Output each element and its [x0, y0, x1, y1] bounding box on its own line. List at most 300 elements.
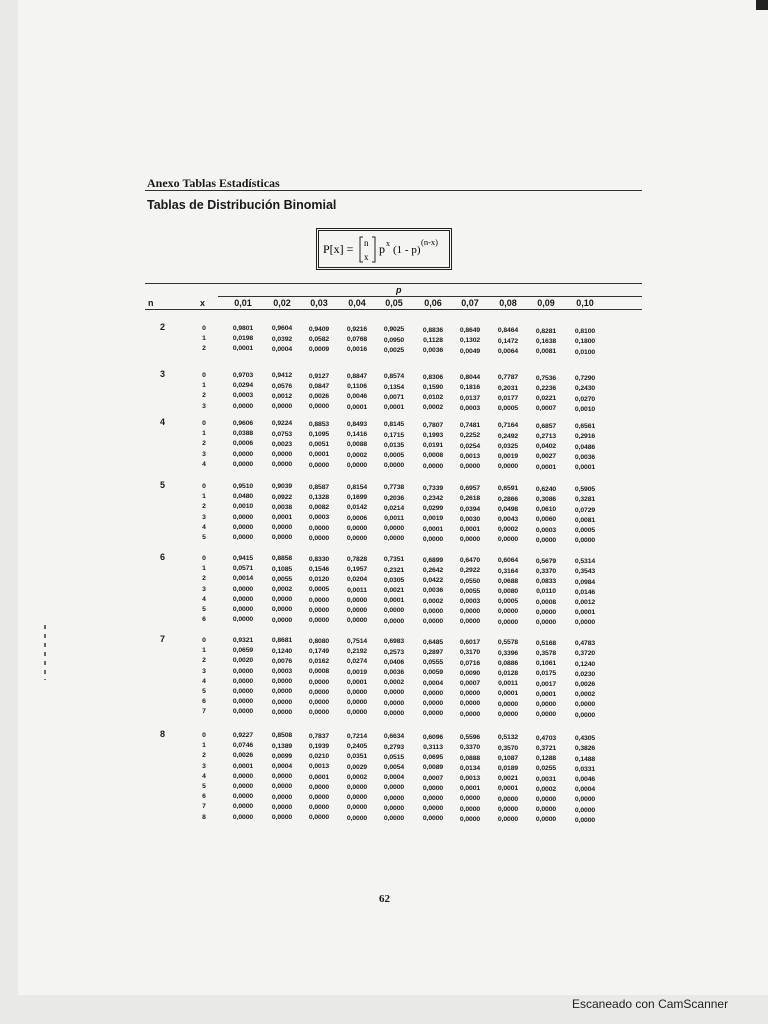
table-cell: 0,9216	[346, 326, 368, 334]
table-cell: 0,6561	[574, 423, 596, 431]
n-value: 2	[160, 322, 166, 332]
formula-exp-nx: (n-x)	[421, 237, 438, 247]
table-cell: 0,0000	[383, 815, 405, 822]
table-cell: 0,0011	[347, 586, 367, 594]
table-cell: 0,0082	[308, 504, 330, 512]
table-cell: 0,0005	[497, 405, 519, 413]
table-cell: 0,0000	[271, 450, 293, 458]
table-cell: 0,0001	[271, 513, 293, 521]
table-cell: 0,0001	[535, 463, 557, 471]
table-cell: 0,2321	[383, 566, 405, 574]
table-cell: 0,9224	[271, 420, 293, 428]
table-cell: 0,0110	[536, 588, 556, 596]
table-cell: 0,0000	[308, 783, 330, 791]
p-header-cell: 0,06	[424, 298, 442, 308]
table-cell: 0,0029	[346, 763, 368, 771]
x-value: 2	[202, 752, 206, 760]
table-cell: 0,0000	[346, 596, 368, 604]
table-cell: 0,0007	[535, 405, 557, 413]
table-cell: 0,0100	[574, 348, 596, 356]
table-cell: 0,1087	[497, 754, 519, 762]
table-cell: 0,0146	[574, 588, 596, 596]
table-cell: 0,0000	[271, 616, 293, 624]
table-cell: 0,8508	[271, 732, 293, 740]
table-cell: 0,8836	[422, 326, 444, 334]
x-value: 7	[202, 708, 206, 716]
table-cell: 0,0000	[574, 537, 596, 545]
table-cell: 0,0002	[497, 526, 519, 534]
table-cell: 0,0000	[535, 796, 557, 803]
table-cell: 0,7481	[459, 422, 481, 430]
table-cell: 0,0191	[422, 442, 444, 450]
table-cell: 0,9227	[232, 732, 254, 739]
table-cell: 0,0000	[271, 461, 293, 469]
table-cell: 0,0142	[346, 504, 368, 512]
table-cell: 0,0036	[383, 669, 405, 676]
table-cell: 0,0064	[497, 347, 519, 355]
table-cell: 0,5905	[574, 486, 596, 494]
table-cell: 0,0080	[497, 588, 519, 596]
table-cell: 0,0000	[497, 536, 519, 544]
table-cell: 0,0000	[232, 803, 254, 811]
table-cell: 0,0582	[308, 335, 330, 343]
table-cell: 0,1939	[308, 742, 330, 750]
table-cell: 0,0402	[535, 443, 557, 451]
table-cell: 0,0000	[459, 608, 481, 616]
table-cell: 0,0000	[422, 535, 444, 543]
table-cell: 0,5679	[535, 557, 557, 565]
table-cell: 0,3370	[459, 744, 481, 752]
x-value: 6	[202, 698, 206, 706]
x-value: 7	[202, 803, 206, 811]
table-cell: 0,0031	[535, 775, 557, 783]
table-cell: 0,0004	[422, 679, 444, 687]
table-cell: 0,0000	[383, 525, 405, 533]
x-value: 1	[202, 493, 206, 501]
table-cell: 0,0026	[574, 680, 596, 688]
table-cell: 0,0659	[232, 647, 254, 655]
table-cell: 0,7828	[346, 556, 368, 564]
x-value: 8	[202, 813, 206, 821]
table-cell: 0,0001	[459, 785, 481, 793]
table-cell: 0,7837	[308, 732, 330, 740]
table-cell: 0,0331	[574, 765, 596, 773]
table-cell: 0,0000	[574, 806, 596, 814]
formula-binom-bottom: x	[364, 252, 369, 262]
table-cell: 0,2031	[497, 384, 519, 392]
table-cell: 0,8493	[346, 421, 368, 429]
x-value: 1	[202, 742, 206, 750]
p-rule	[218, 296, 642, 297]
table-cell: 0,0984	[574, 578, 596, 586]
x-value: 2	[202, 657, 206, 665]
table-cell: 0,3086	[535, 496, 557, 503]
table-cell: 0,0422	[422, 577, 444, 585]
table-cell: 0,0000	[346, 607, 368, 615]
table-cell: 0,0019	[497, 453, 519, 461]
table-cell: 0,0010	[574, 405, 596, 413]
table-cell: 0,5596	[459, 734, 481, 742]
x-value: 0	[202, 372, 206, 379]
table-cell: 0,3396	[497, 649, 519, 657]
x-value: 3	[202, 402, 206, 410]
table-cell: 0,0002	[422, 597, 444, 605]
table-cell: 0,2916	[574, 433, 596, 441]
table-cell: 0,0610	[535, 506, 557, 514]
table-cell: 0,0019	[346, 668, 368, 676]
table-cell: 0,0055	[459, 587, 481, 595]
table-cell: 0,0688	[497, 577, 519, 585]
table-cell: 0,0000	[346, 617, 368, 625]
table-cell: 0,0090	[459, 669, 481, 677]
table-cell: 0,0001	[535, 690, 557, 698]
formula-middle: (1 - p)	[393, 244, 421, 256]
table-cell: 0,0043	[497, 516, 519, 524]
table-cell: 0,0013	[308, 763, 330, 771]
table-cell: 0,0000	[459, 536, 481, 544]
table-cell: 0,0036	[422, 587, 444, 595]
table-cell: 0,3281	[574, 496, 596, 504]
x-value: 1	[202, 565, 206, 573]
table-cell: 0,0000	[232, 402, 254, 410]
table-cell: 0,0000	[422, 710, 444, 718]
table-cell: 0,0009	[308, 346, 330, 354]
table-cell: 0,0000	[232, 708, 254, 716]
table-cell: 0,0007	[422, 774, 444, 782]
x-value: 0	[202, 637, 206, 644]
table-cell: 0,5168	[535, 639, 557, 647]
table-cell: 0,0000	[232, 783, 254, 790]
table-cell: 0,8464	[497, 327, 519, 335]
table-cell: 0,0025	[383, 346, 405, 354]
table-cell: 0,2897	[422, 648, 444, 656]
table-cell: 0,2192	[346, 648, 368, 656]
table-cell: 0,0004	[383, 774, 405, 782]
table-cell: 0,0012	[574, 598, 596, 606]
table-cell: 0,0000	[459, 462, 481, 470]
table-cell: 0,1085	[271, 565, 293, 573]
table-cell: 0,0005	[497, 598, 519, 606]
table-cell: 0,1699	[346, 494, 368, 502]
table-cell: 0,0021	[497, 775, 519, 783]
table-cell: 0,2922	[459, 567, 481, 575]
table-cell: 0,0046	[346, 393, 368, 401]
table-cell: 0,9409	[308, 325, 330, 333]
table-cell: 0,0088	[346, 441, 368, 449]
table-cell: 0,0254	[459, 442, 481, 450]
table-cell: 0,0177	[497, 394, 519, 402]
table-cell: 0,9127	[308, 372, 330, 380]
table-cell: 0,0051	[308, 441, 330, 449]
table-cell: 0,0003	[535, 526, 557, 534]
table-cell: 0,0351	[346, 753, 368, 761]
table-cell: 0,0000	[271, 402, 293, 410]
table-cell: 0,0000	[346, 709, 368, 717]
x-value: 3	[202, 585, 206, 593]
table-cell: 0,0000	[308, 793, 330, 801]
table-cell: 0,6240	[535, 485, 557, 493]
x-value: 2	[202, 575, 206, 583]
table-cell: 0,0000	[271, 773, 293, 781]
table-cell: 0,0000	[459, 618, 481, 626]
binding-marks	[44, 625, 46, 680]
table-cell: 0,0000	[308, 688, 330, 696]
n-column-header: n	[148, 298, 154, 308]
table-cell: 0,0001	[308, 451, 330, 459]
table-cell: 0,3113	[423, 743, 443, 751]
table-cell: 0,0162	[308, 658, 330, 666]
table-cell: 0,0000	[308, 461, 330, 469]
n-value: 4	[160, 417, 166, 427]
table-cell: 0,0060	[535, 516, 557, 524]
table-cell: 0,0036	[574, 453, 596, 461]
x-value: 2	[202, 440, 206, 448]
table-cell: 0,1957	[346, 566, 368, 574]
table-cell: 0,0000	[271, 688, 293, 696]
table-cell: 0,9604	[271, 325, 293, 333]
table-cell: 0,0294	[232, 382, 254, 390]
table-cell: 0,0001	[497, 785, 519, 793]
table-cell: 0,0214	[383, 504, 405, 512]
table-cell: 0,0695	[422, 754, 444, 762]
table-cell: 0,0001	[497, 690, 519, 698]
table-cell: 0,8281	[535, 327, 557, 335]
table-cell: 0,0204	[346, 576, 368, 584]
x-column-header: x	[200, 298, 206, 308]
table-cell: 0,0000	[422, 607, 444, 615]
table-cell: 0,0000	[535, 816, 557, 824]
table-cell: 0,7514	[346, 638, 368, 646]
x-value: 5	[202, 688, 206, 695]
table-cell: 0,0071	[383, 393, 405, 401]
table-cell: 0,0189	[497, 765, 519, 773]
p-axis-label: p	[396, 285, 402, 295]
table-cell: 0,2405	[346, 743, 368, 751]
table-cell: 0,2618	[459, 495, 481, 503]
table-cell: 0,0000	[383, 699, 405, 707]
table-cell: 0,3370	[535, 568, 557, 575]
x-value: 3	[202, 762, 206, 770]
table-cell: 0,6096	[422, 733, 444, 741]
table-cell: 0,0000	[346, 535, 368, 543]
table-cell: 0,0000	[497, 795, 519, 803]
table-cell: 0,0000	[383, 462, 405, 470]
table-cell: 0,0000	[383, 804, 405, 812]
header-rule	[145, 309, 642, 310]
table-cell: 0,0128	[497, 670, 519, 678]
table-cell: 0,0134	[459, 764, 481, 772]
table-cell: 0,3570	[497, 744, 519, 752]
table-cell: 0,0000	[346, 689, 368, 697]
table-cell: 0,0394	[459, 505, 481, 513]
x-value: 3	[202, 450, 206, 458]
p-header-cell: 0,02	[273, 298, 291, 308]
table-cell: 0,2713	[535, 433, 557, 440]
table-cell: 0,1095	[308, 430, 330, 438]
n-value: 7	[160, 634, 166, 644]
x-value: 0	[202, 555, 206, 562]
p-header-cell: 0,08	[499, 298, 517, 308]
table-cell: 0,0000	[422, 815, 444, 823]
table-cell: 0,0000	[346, 524, 368, 532]
table-cell: 0,1240	[574, 660, 596, 668]
table-cell: 0,3170	[459, 649, 481, 657]
table-cell: 0,0001	[383, 404, 405, 411]
x-value: 0	[202, 732, 206, 739]
table-cell: 0,9025	[383, 326, 405, 334]
table-cell: 0,0000	[574, 619, 596, 627]
table-cell: 0,0000	[497, 700, 519, 708]
table-cell: 0,0888	[459, 754, 481, 762]
table-cell: 0,0008	[535, 598, 557, 606]
table-cell: 0,8853	[308, 420, 330, 428]
table-cell: 0,0005	[574, 526, 596, 534]
table-cell: 0,0175	[535, 670, 557, 678]
table-cell: 0,0000	[232, 793, 254, 801]
table-cell: 0,8154	[346, 484, 368, 492]
table-cell: 0,0000	[346, 784, 368, 792]
table-cell: 0,0010	[232, 503, 254, 511]
x-value: 4	[202, 772, 206, 780]
table-cell: 0,8587	[308, 483, 330, 491]
table-cell: 0,0005	[383, 452, 405, 459]
p-header-cell: 0,09	[537, 298, 555, 308]
table-cell: 0,0000	[574, 796, 596, 804]
table-cell: 0,0000	[271, 813, 293, 821]
table-cell: 0,0001	[574, 609, 596, 617]
table-cell: 0,9321	[232, 637, 254, 644]
table-cell: 0,0000	[422, 805, 444, 813]
x-value: 4	[202, 523, 206, 531]
x-value: 5	[202, 534, 206, 541]
x-value: 1	[202, 335, 206, 343]
table-cell: 0,0021	[383, 587, 405, 594]
table-cell: 0,1328	[308, 493, 330, 501]
formula-svg	[319, 231, 449, 267]
table-cell: 0,0099	[271, 752, 293, 760]
table-cell: 0,6857	[535, 422, 557, 430]
table-cell: 0,0001	[308, 773, 330, 781]
scan-edge-mark	[756, 0, 768, 10]
table-cell: 0,2793	[383, 743, 405, 751]
table-cell: 0,0392	[271, 335, 293, 343]
table-cell: 0,0000	[271, 783, 293, 791]
x-value: 4	[202, 460, 206, 468]
x-value: 2	[202, 392, 206, 400]
table-cell: 0,6485	[422, 638, 444, 646]
table-cell: 0,0000	[308, 698, 330, 706]
table-cell: 0,6634	[383, 733, 405, 741]
table-cell: 0,1800	[574, 338, 596, 346]
table-cell: 0,2252	[459, 432, 481, 440]
table-cell: 0,0003	[271, 667, 293, 675]
table-cell: 0,0221	[535, 395, 557, 403]
table-cell: 0,9415	[232, 555, 254, 562]
table-cell: 0,5578	[497, 639, 519, 647]
table-cell: 0,2236	[535, 385, 557, 392]
table-cell: 0,0120	[308, 576, 330, 584]
page-number: 62	[379, 893, 390, 905]
table-cell: 0,7351	[383, 556, 405, 564]
table-cell: 0,1546	[308, 565, 330, 573]
table-cell: 0,8306	[422, 373, 444, 381]
table-cell: 0,0000	[383, 794, 405, 802]
x-value: 2	[202, 503, 206, 511]
table-cell: 0,7536	[535, 374, 557, 382]
table-cell: 0,0089	[422, 764, 444, 772]
table-cell: 0,9703	[232, 372, 254, 379]
x-value: 1	[202, 382, 206, 390]
table-cell: 0,0000	[308, 616, 330, 624]
table-cell: 0,1106	[347, 383, 367, 391]
table-cell: 0,0046	[574, 775, 596, 783]
section-title: Tablas de Distribución Binomial	[147, 198, 337, 212]
table-cell: 0,0000	[459, 815, 481, 823]
table-cell: 0,0210	[308, 753, 330, 761]
table-cell: 0,0000	[459, 710, 481, 718]
table-cell: 0,1128	[423, 336, 443, 344]
table-cell: 0,0000	[497, 608, 519, 616]
p-header-cell: 0,05	[385, 298, 403, 308]
table-cell: 0,0000	[232, 813, 254, 821]
table-cell: 0,2866	[497, 495, 519, 503]
table-cell: 0,0000	[308, 596, 330, 604]
table-cell: 0,7164	[497, 422, 519, 430]
table-cell: 0,0023	[271, 440, 293, 448]
table-cell: 0,0027	[535, 453, 557, 461]
table-cell: 0,0081	[535, 348, 557, 356]
table-cell: 0,5132	[497, 734, 519, 742]
table-cell: 0,0000	[459, 805, 481, 813]
table-cell: 0,0000	[497, 463, 519, 471]
table-cell: 0,0016	[346, 346, 368, 354]
table-cell: 0,0012	[271, 392, 293, 400]
table-cell: 0,0299	[422, 505, 444, 513]
table-cell: 0,1472	[497, 337, 519, 345]
table-cell: 0,0007	[459, 679, 481, 687]
table-cell: 0,0255	[535, 765, 557, 773]
table-cell: 0,0000	[459, 795, 481, 803]
table-cell: 0,0753	[271, 430, 293, 438]
table-cell: 0,0515	[383, 753, 405, 761]
table-cell: 0,0406	[383, 658, 405, 666]
table-cell: 0,0000	[535, 711, 557, 719]
table-cell: 0,0000	[422, 689, 444, 697]
table-cell: 0,0000	[383, 535, 405, 543]
table-cell: 0,0000	[383, 709, 405, 717]
table-cell: 0,1749	[308, 647, 330, 655]
table-cell: 0,0000	[232, 513, 254, 521]
x-value: 5	[202, 606, 206, 613]
table-cell: 0,8858	[271, 555, 293, 563]
table-cell: 0,8649	[459, 327, 481, 335]
table-cell: 0,2342	[422, 494, 444, 502]
p-header-cell: 0,10	[576, 298, 594, 308]
annex-title: Anexo Tablas Estadísticas	[147, 176, 280, 190]
table-cell: 0,0055	[271, 575, 293, 583]
x-value: 0	[202, 325, 206, 332]
table-cell: 0,0000	[383, 607, 405, 615]
table-cell: 0,2642	[422, 566, 444, 574]
table-cell: 0,3720	[574, 650, 596, 658]
p-header-cell: 0,01	[234, 298, 252, 308]
table-cell: 0,0000	[308, 814, 330, 822]
table-cell: 0,0002	[383, 679, 405, 687]
table-cell: 0,6017	[459, 639, 481, 647]
table-cell: 0,0000	[232, 616, 254, 624]
table-cell: 0,0000	[422, 699, 444, 707]
table-cell: 0,8847	[346, 373, 368, 381]
